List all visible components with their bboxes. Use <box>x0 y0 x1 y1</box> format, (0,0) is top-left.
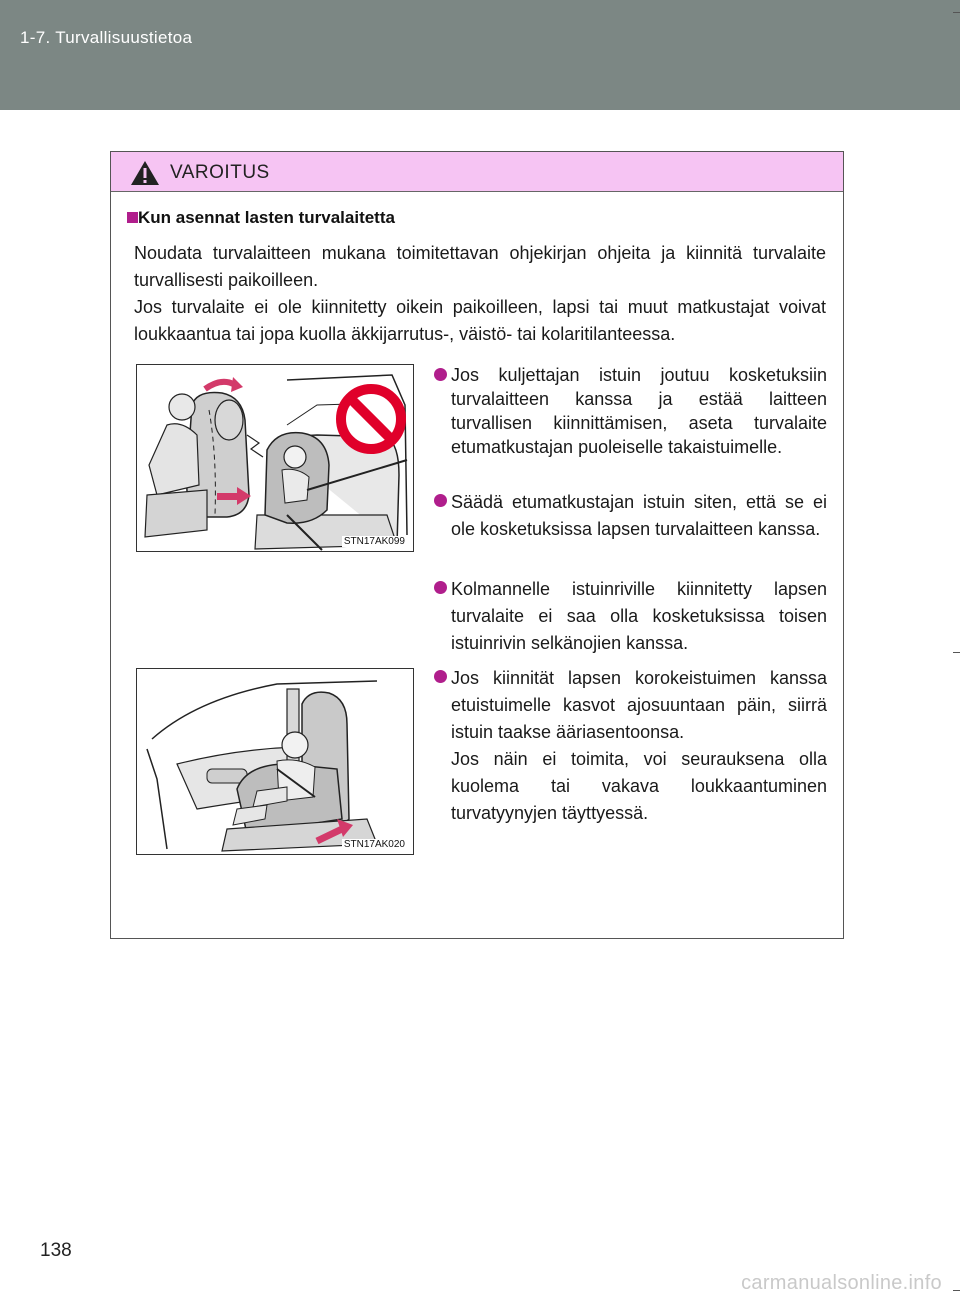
warning-title: VAROITUS <box>170 162 270 183</box>
bullet-item <box>434 665 827 827</box>
figure-code: STN17AK099 <box>343 536 405 547</box>
page-number: 138 <box>40 1240 72 1261</box>
watermark: carmanualsonline.info <box>741 1272 942 1294</box>
figure-illustration <box>137 669 413 854</box>
bullet-note: Jos näin ei toimita, voi seurauksena olla kuolema tai vakava loukkaantuminen turvatyynyjen täyttyessä. <box>451 749 827 823</box>
bullet-dot-icon <box>434 494 447 507</box>
bullet-text: Säädä etumatkustajan istuin siten, että se ei ole kosketuksissa lapsen turvalaitteen kanssa. <box>451 492 827 539</box>
intro-paragraph: Noudata turvalaitteen mukana toimitettavan ohjekirjan ohjeita ja kiinnitä turvalaite turvallisesti paikoilleen. <box>134 243 826 290</box>
crop-mark-middle <box>953 652 960 653</box>
section-title: 1-7. Turvallisuustietoa <box>20 28 193 47</box>
figure-illustration <box>137 365 413 551</box>
intro-paragraph: Jos turvalaite ei ole kiinnitetty oikein paikoilleen, lapsi tai muut matkustajat voivat loukkaantua tai jopa kuolla äkkijarrutus-, väistö- tai kolaritilanteessa. <box>134 297 826 344</box>
bullet-text: Jos kiinnität lapsen korokeistuimen kanssa etuistuimelle kasvot ajosuuntaan päin, siirrä istuin taakse ääriasentoonsa. <box>451 668 827 742</box>
intro-text <box>134 240 826 348</box>
bullet-dot-icon <box>434 581 447 594</box>
crop-mark-bottom <box>953 1290 960 1291</box>
crop-mark-top <box>953 12 960 13</box>
subheading: Kun asennat lasten turvalaitetta <box>138 208 395 227</box>
move-arrow-icon <box>205 377 243 392</box>
figure-booster-seat-front <box>136 668 414 855</box>
prohibition-sign-icon <box>341 389 401 449</box>
bullet-dot-icon <box>434 368 447 381</box>
figure-code: STN17AK020 <box>343 839 405 850</box>
figure-child-seat-rear <box>136 364 414 552</box>
bullet-text: Kolmannelle istuinriville kiinnitetty lapsen turvalaite ei saa olla kosketuksissa toisen istuinrivin selkänojien kanssa. <box>451 579 827 653</box>
bullet-item <box>434 489 827 543</box>
bullet-item <box>434 576 827 657</box>
subheading-marker-icon <box>127 212 138 223</box>
warning-triangle-icon <box>130 160 160 186</box>
warning-box <box>110 151 844 939</box>
header-band <box>0 0 960 110</box>
warning-header <box>111 152 843 192</box>
bullet-item <box>434 363 827 459</box>
bullet-dot-icon <box>434 670 447 683</box>
bullet-text: Jos kuljettajan istuin joutuu kosketuksiin turvalaitteen kanssa ja estää laitteen turvallisen kiinnittämisen, aseta turvalaite etumatkustajan puoleiselle takaistuimelle. <box>451 365 827 457</box>
